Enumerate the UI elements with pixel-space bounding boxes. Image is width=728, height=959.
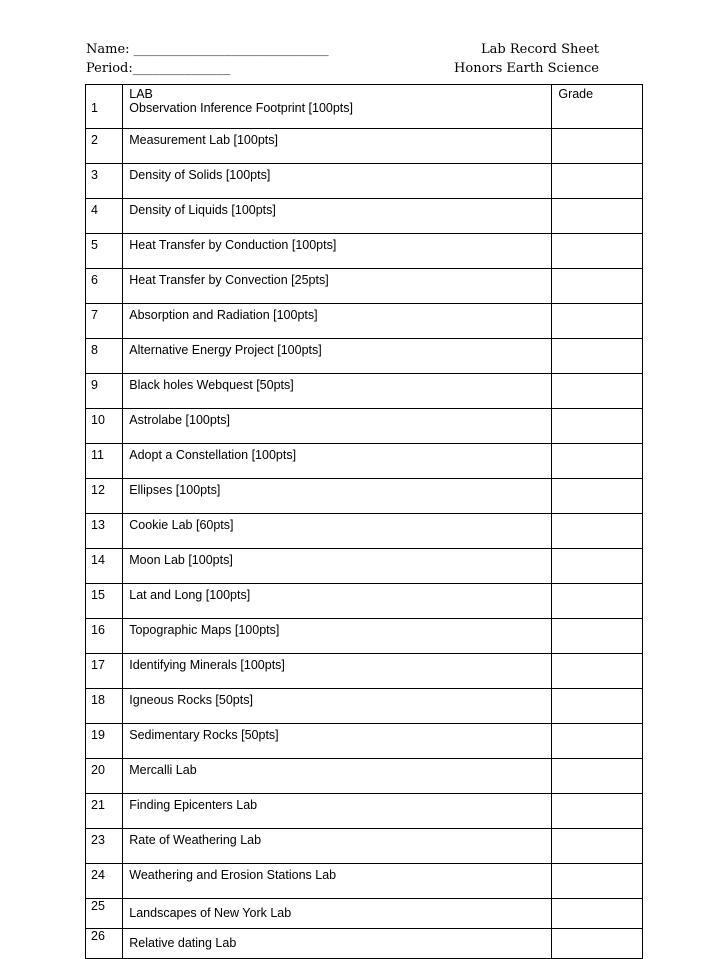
row-number: 6: [86, 269, 123, 304]
row-number: 23: [86, 829, 123, 864]
row-lab: Density of Solids [100pts]: [123, 164, 552, 199]
row-lab: Ellipses [100pts]: [123, 479, 552, 514]
row-grade-cell[interactable]: [552, 339, 643, 374]
table-row: [86, 164, 643, 199]
row-grade-cell[interactable]: [552, 479, 643, 514]
row-lab: Weathering and Erosion Stations Lab: [123, 864, 552, 899]
table-row: [86, 549, 643, 584]
row-lab: Cookie Lab [60pts]: [123, 514, 552, 549]
table-row: [86, 199, 643, 234]
row-number: 19: [86, 724, 123, 759]
row-lab: Absorption and Radiation [100pts]: [123, 304, 552, 339]
row-lab: Heat Transfer by Convection [25pts]: [123, 269, 552, 304]
row-grade-cell[interactable]: [552, 164, 643, 199]
row-lab: Density of Liquids [100pts]: [123, 199, 552, 234]
row-grade-cell[interactable]: [552, 409, 643, 444]
table-row: [86, 619, 643, 654]
row-lab: Measurement Lab [100pts]: [123, 129, 552, 164]
row-number: 5: [86, 234, 123, 269]
row-grade-cell[interactable]: [552, 514, 643, 549]
row-lab: Topographic Maps [100pts]: [123, 619, 552, 654]
row-lab: Landscapes of New York Lab: [129, 906, 292, 920]
table-row: [86, 864, 643, 899]
row-grade-cell[interactable]: [552, 199, 643, 234]
table-row: [86, 899, 643, 929]
row-grade-cell[interactable]: [552, 234, 643, 269]
row-grade-cell[interactable]: [552, 829, 643, 864]
row-number: 18: [86, 689, 123, 724]
table-row: [86, 689, 643, 724]
table-row: [86, 724, 643, 759]
row-grade-cell[interactable]: [552, 864, 643, 899]
course-name: Honors Earth Science: [454, 61, 599, 76]
row-grade-cell[interactable]: [552, 269, 643, 304]
row-number: 24: [86, 864, 123, 899]
row-number: 10: [86, 409, 123, 444]
row-grade-cell[interactable]: [552, 129, 643, 164]
row-number: 11: [86, 444, 123, 479]
row-lab: Identifying Minerals [100pts]: [123, 654, 552, 689]
row-grade-cell[interactable]: [552, 549, 643, 584]
row-number: 3: [86, 164, 123, 199]
row-number: 7: [86, 304, 123, 339]
row-number: 17: [86, 654, 123, 689]
row-grade-cell[interactable]: [552, 759, 643, 794]
table-row: [86, 479, 643, 514]
row-grade-cell[interactable]: [552, 724, 643, 759]
row-lab: Adopt a Constellation [100pts]: [123, 444, 552, 479]
row-lab: Moon Lab [100pts]: [123, 549, 552, 584]
lab-record-table: [85, 84, 643, 959]
name-field-label: Name: ______________________________: [86, 42, 329, 57]
table-row: [86, 929, 643, 959]
row-number: 21: [86, 794, 123, 829]
table-row: [86, 304, 643, 339]
row-number: 9: [86, 374, 123, 409]
table-row: [86, 129, 643, 164]
header-grade: Grade: [552, 85, 643, 102]
row-grade-cell[interactable]: [552, 899, 643, 929]
sheet-title: Lab Record Sheet: [481, 42, 599, 57]
row-lab-cell: [123, 929, 552, 959]
row-lab: Relative dating Lab: [129, 936, 237, 950]
row-grade-cell[interactable]: [552, 929, 643, 959]
row-lab: Igneous Rocks [50pts]: [123, 689, 552, 724]
period-field-label: Period:_______________: [86, 61, 231, 76]
row-lab: Alternative Energy Project [100pts]: [123, 339, 552, 374]
row-grade-cell[interactable]: [552, 374, 643, 409]
row-grade-cell[interactable]: [552, 304, 643, 339]
table-row: [86, 759, 643, 794]
table-row: [86, 794, 643, 829]
row-lab: Lat and Long [100pts]: [123, 584, 552, 619]
table-row: [86, 269, 643, 304]
row-grade-cell[interactable]: [552, 584, 643, 619]
table-row: [86, 654, 643, 689]
row-grade-cell[interactable]: [552, 654, 643, 689]
row-grade-cell[interactable]: [552, 619, 643, 654]
table-header-row: [86, 85, 643, 102]
row-number: 12: [86, 479, 123, 514]
table-row: [86, 829, 643, 864]
row-number: 16: [86, 619, 123, 654]
table-row: [86, 101, 643, 129]
table-row: [86, 444, 643, 479]
row-grade-cell[interactable]: [552, 101, 643, 129]
row-lab: Finding Epicenters Lab: [123, 794, 552, 829]
header-num-cell: [86, 85, 123, 102]
table-row: [86, 339, 643, 374]
table-row: [86, 374, 643, 409]
row-number: 13: [86, 514, 123, 549]
row-lab: Rate of Weathering Lab: [123, 829, 552, 864]
row-number: 26: [86, 929, 123, 959]
row-grade-cell[interactable]: [552, 689, 643, 724]
row-number: 25: [86, 899, 123, 929]
row-lab: Sedimentary Rocks [50pts]: [123, 724, 552, 759]
row-lab: Heat Transfer by Conduction [100pts]: [123, 234, 552, 269]
row-lab: Mercalli Lab: [123, 759, 552, 794]
row-number: 1: [86, 101, 123, 129]
header-lab: LAB: [123, 85, 552, 102]
row-lab: Black holes Webquest [50pts]: [123, 374, 552, 409]
row-number: 14: [86, 549, 123, 584]
row-lab-cell: [123, 899, 552, 929]
row-grade-cell[interactable]: [552, 794, 643, 829]
row-number: 2: [86, 129, 123, 164]
table-row: [86, 409, 643, 444]
row-number: 4: [86, 199, 123, 234]
row-lab: Observation Inference Footprint [100pts]: [123, 101, 552, 129]
row-number: 8: [86, 339, 123, 374]
table-row: [86, 234, 643, 269]
row-lab: Astrolabe [100pts]: [123, 409, 552, 444]
row-number: 20: [86, 759, 123, 794]
row-grade-cell[interactable]: [552, 444, 643, 479]
table-row: [86, 514, 643, 549]
table-row: [86, 584, 643, 619]
row-number: 15: [86, 584, 123, 619]
